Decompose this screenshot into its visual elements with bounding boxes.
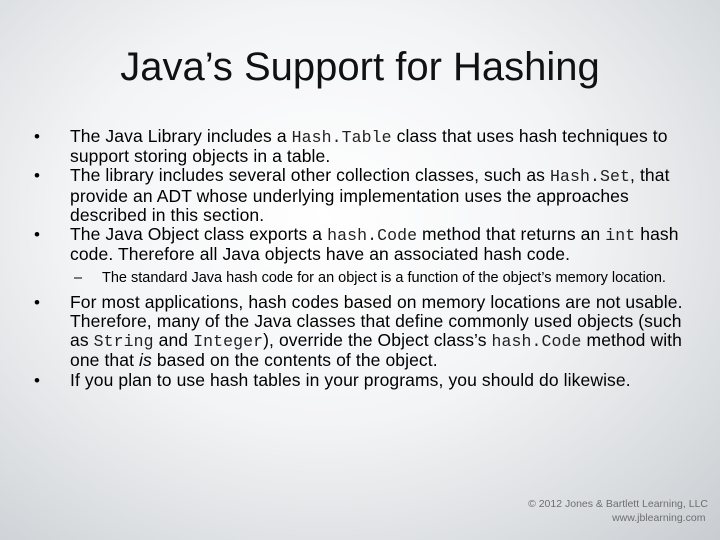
- bullet-text: and: [153, 330, 194, 351]
- bullet-text: method with one that: [70, 330, 682, 371]
- emphasis-is: is: [139, 350, 152, 371]
- bullet-text: , that provide an ADT whose underlying implementation uses the approaches described in this section.: [70, 165, 670, 225]
- sub-bullet-text: The standard Java hash code for an object is a function of the object’s memory location.: [102, 270, 666, 287]
- code-hashset: Hash.Set: [550, 167, 631, 187]
- code-hashtable: Hash.Table: [291, 128, 392, 147]
- sub-bullet-marker: –: [74, 270, 83, 287]
- code-hashcode: hash.Code: [327, 226, 418, 246]
- bullet-marker: •: [34, 127, 41, 146]
- bullet-text: based on the contents of the object.: [151, 350, 438, 371]
- bullet-text: The Java Library includes a: [70, 126, 292, 146]
- bullet-text: The library includes several other collection classes, such as: [70, 165, 550, 186]
- code-string: String: [93, 332, 154, 352]
- copyright-footer: [528, 497, 708, 525]
- copyright-line: © 2012 Jones & Bartlett Learning, LLC: [528, 498, 708, 510]
- bullet-text: hash code. Therefore all Java objects have an associated hash code.: [70, 224, 679, 265]
- bullet-hashtable: [30, 127, 690, 166]
- bullet-text: method that returns an: [417, 224, 606, 245]
- bullet-likewise: [30, 371, 690, 390]
- bullet-text: The Java Object class exports a: [70, 224, 328, 245]
- slide-title: Java’s Support for Hashing: [120, 45, 600, 89]
- sub-bullet-memory-location: [30, 270, 690, 286]
- bullet-text: For most applications, hash codes based on memory locations are not usable. Therefore, many of the Java classes that define commonly used objects (such as: [70, 291, 683, 351]
- code-integer: Integer: [193, 332, 264, 352]
- code-hashcode-2: hash.Code: [491, 332, 582, 352]
- bullet-marker: •: [34, 166, 41, 186]
- bullet-marker: •: [34, 292, 41, 312]
- code-int: int: [605, 226, 636, 246]
- website-line: www.jblearning.com: [612, 512, 706, 524]
- slide-content: [30, 127, 690, 390]
- bullet-marker: •: [34, 370, 41, 390]
- bullet-override: [30, 293, 690, 371]
- bullet-text: class that uses hash techniques to support storing objects in a table.: [70, 126, 668, 167]
- bullet-marker: •: [34, 225, 41, 245]
- bullet-text: If you plan to use hash tables in your programs, you should do likewise.: [70, 369, 631, 390]
- bullet-collections: [30, 166, 690, 225]
- bullet-text: ), override the Object class’s: [263, 330, 492, 351]
- bullet-hashcode: [30, 225, 690, 264]
